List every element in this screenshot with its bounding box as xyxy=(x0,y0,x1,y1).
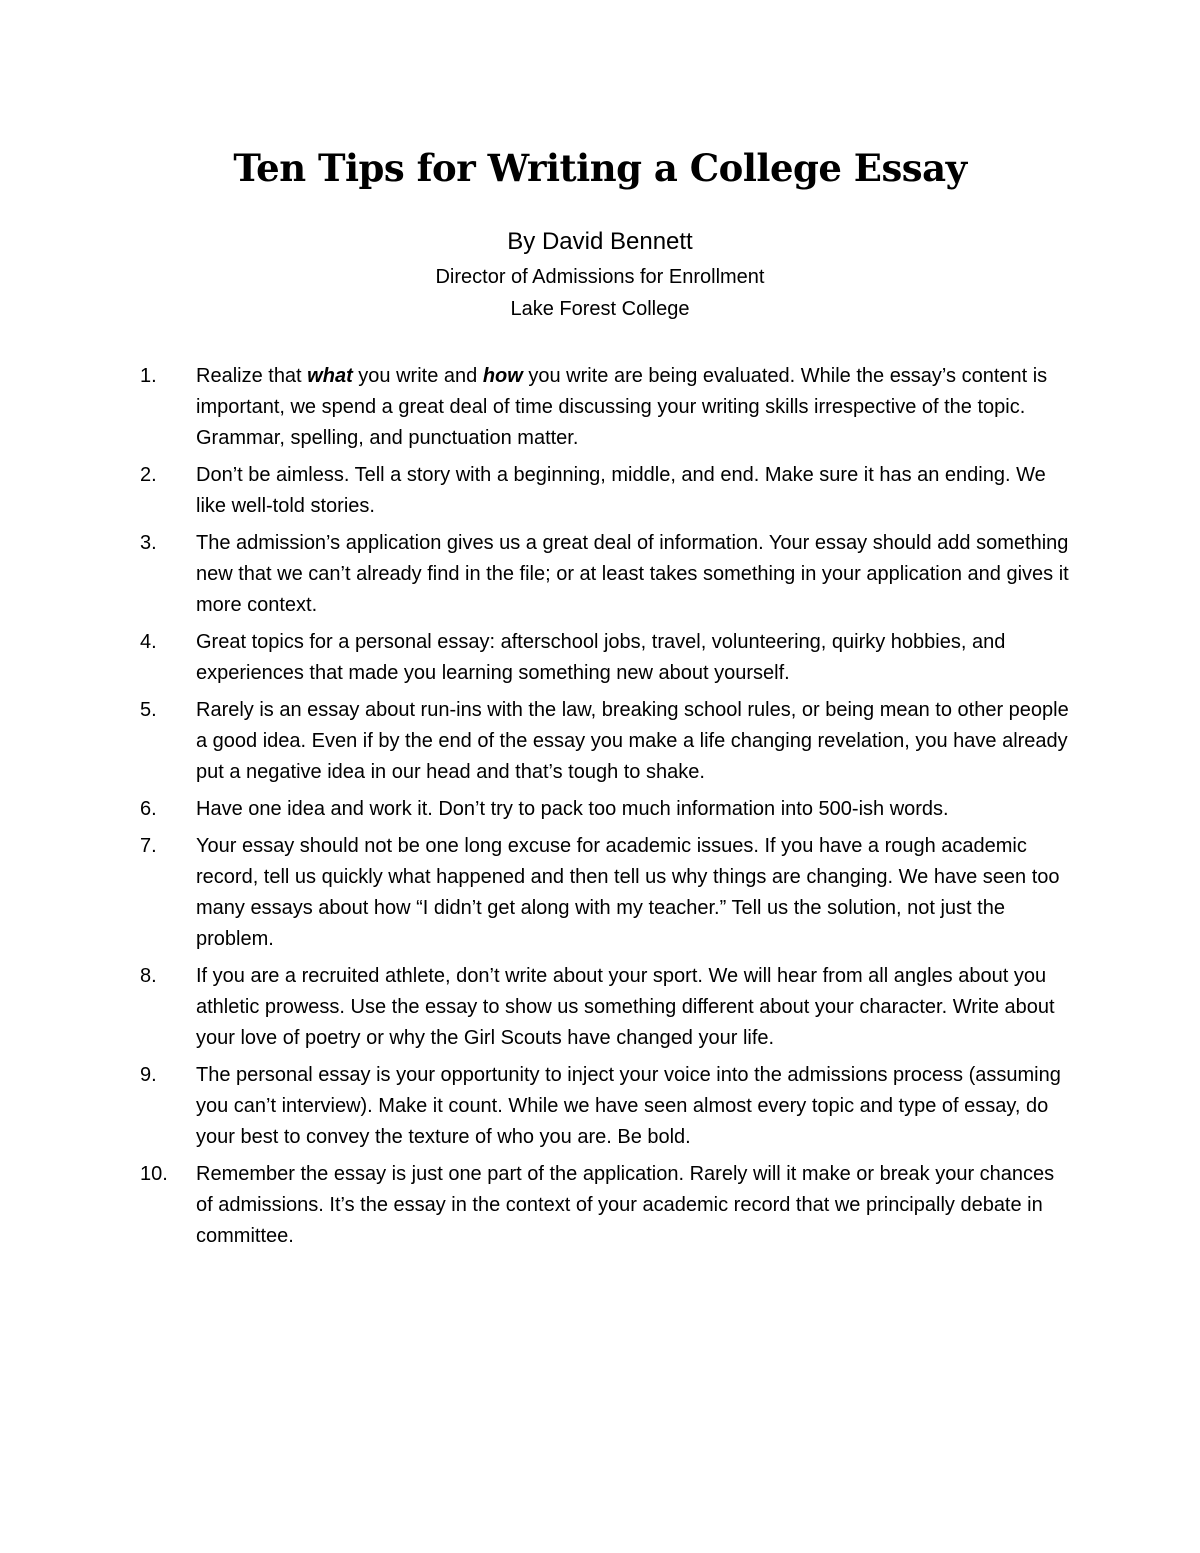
author-line: By David Bennett xyxy=(507,228,693,255)
tip-text: Have one idea and work it. Don’t try to pack too much information into 500-ish words. xyxy=(196,798,949,820)
tip-number: 10. xyxy=(140,1163,168,1185)
tip-text: If you are a recruited athlete, don’t write about your sport. We will hear from all angles about you athletic prowess. Use the essay to show us something different about your character. Write about your love of poetry or why the Girl Scouts have changed your life. xyxy=(196,965,1055,1049)
tip-text-run: you write and xyxy=(352,365,483,387)
tip-item xyxy=(140,460,1070,522)
tip-number: 5. xyxy=(140,699,157,721)
tip-text: The personal essay is your opportunity to inject your voice into the admissions process (assuming you can’t interview). Make it count. While we have seen almost every topic and type of essay, do your best to convey the texture of who you are. Be bold. xyxy=(196,1064,1061,1148)
tip-item xyxy=(140,1060,1070,1153)
tip-emphasis-what: what xyxy=(307,365,353,387)
tip-text-run: Realize that xyxy=(196,365,308,387)
tips-list xyxy=(140,361,1070,1258)
tip-number: 1. xyxy=(140,365,157,387)
tip-item xyxy=(140,627,1070,689)
tip-item xyxy=(140,961,1070,1054)
tip-text: Rarely is an essay about run-ins with the law, breaking school rules, or being mean to other people a good idea. Even if by the end of the essay you make a life changing revelation, you have already put a negative idea in our head and that’s tough to shake. xyxy=(196,699,1069,783)
tip-number: 7. xyxy=(140,835,157,857)
institution-name: Lake Forest College xyxy=(510,298,690,320)
tip-number: 3. xyxy=(140,532,157,554)
tip-item xyxy=(140,831,1070,955)
tip-text-run: you write are being evaluated. While the essay’s content is important, we spend a great deal of time discussing your writing skills irrespective of the topic. Grammar, spelling, and punctuation matter. xyxy=(196,365,1048,449)
tip-text: The admission’s application gives us a great deal of information. Your essay should add something new that we can’t already find in the file; or at least takes something in your application and gives it more context. xyxy=(196,532,1069,616)
tip-text: Remember the essay is just one part of the application. Rarely will it make or break your chances of admissions. It’s the essay in the context of your academic record that we principally debate in committee. xyxy=(196,1163,1055,1247)
tip-number: 6. xyxy=(140,798,157,820)
tip-number: 8. xyxy=(140,965,157,987)
tip-emphasis-how: how xyxy=(482,365,523,387)
tip-text: Your essay should not be one long excuse for academic issues. If you have a rough academic record, tell us quickly what happened and then tell us why things are changing. We have seen too many essays about how “I didn’t get along with my teacher.” Tell us the solution, not just the problem. xyxy=(196,835,1060,950)
tip-text: Great topics for a personal essay: afterschool jobs, travel, volunteering, quirky hobbies, and experiences that made you learning something new about yourself. xyxy=(196,631,1006,684)
tip-item xyxy=(140,528,1070,621)
tip-item xyxy=(140,695,1070,788)
author-role: Director of Admissions for Enrollment xyxy=(435,266,765,288)
tip-number: 2. xyxy=(140,464,157,486)
tip-item xyxy=(140,794,1070,825)
tip-number: 4. xyxy=(140,631,157,653)
document-title: Ten Tips for Writing a College Essay xyxy=(233,146,967,190)
tip-text: Don’t be aimless. Tell a story with a beginning, middle, and end. Make sure it has an ending. We like well-told stories. xyxy=(196,464,1046,517)
tip-item xyxy=(140,1159,1070,1252)
tip-text xyxy=(196,361,1070,454)
tip-number: 9. xyxy=(140,1064,157,1086)
tip-item xyxy=(140,361,1070,454)
